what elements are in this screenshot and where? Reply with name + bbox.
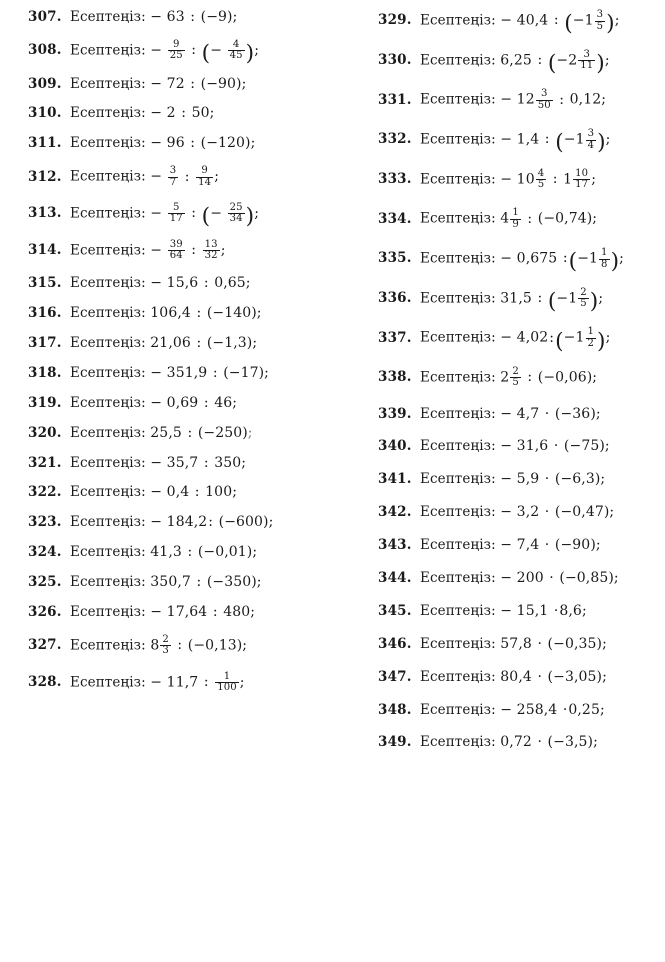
item-number: 343.: [378, 537, 412, 554]
right-column: [370, 10, 665, 962]
prompt-label: Есептеңіз:: [70, 424, 146, 441]
item-expression: Есептеңіз: 4 $\frac{1}{9}$ : (−0,74);: [420, 207, 598, 230]
prompt-label: Есептеңіз:: [70, 305, 146, 322]
prompt-label: Есептеңіз:: [70, 364, 146, 381]
item-expression: Есептеңіз: 350,7 : (−350);: [70, 574, 262, 591]
item-number: 320.: [28, 424, 62, 441]
item-expression: Есептеңіз: − 258,4 ·0,25;: [420, 701, 605, 718]
list-item: [378, 472, 665, 487]
item-number: 339.: [378, 405, 412, 422]
item-number: 318.: [28, 364, 62, 381]
prompt-label: Есептеңіз:: [70, 544, 146, 561]
list-item: [378, 286, 665, 315]
list-item: [28, 672, 370, 694]
item-expression: Есептеңіз: 80,4 · (−3,05);: [420, 668, 607, 685]
list-item: [378, 89, 665, 111]
item-number: 326.: [28, 603, 62, 620]
item-expression: Есептеңіз: 0,72 · (−3,5);: [420, 734, 598, 751]
item-expression: Есептеңіз: − $\frac{5}{17}$ : (− $\frac{25}{34}$ );: [70, 201, 260, 230]
item-number: 317.: [28, 334, 62, 351]
item-expression: Есептеңіз: − 1,4 : (−1 $\frac{3}{4}$ );: [420, 127, 611, 156]
item-number: 312.: [28, 168, 62, 185]
list-item: [28, 38, 370, 67]
prompt-label: Есептеңіз:: [420, 701, 496, 718]
item-expression: Есептеңіз: 2 $\frac{2}{5}$ : (−0,06);: [420, 365, 598, 389]
list-item: [28, 136, 370, 151]
list-item: [378, 9, 665, 37]
item-number: 340.: [378, 438, 412, 455]
prompt-label: Есептеңіз:: [420, 471, 496, 488]
prompt-label: Есептеңіз:: [420, 12, 496, 29]
item-number: 330.: [378, 52, 412, 69]
item-number: 336.: [378, 289, 412, 306]
item-number: 327.: [28, 637, 62, 654]
list-item: [28, 635, 370, 657]
list-item: [28, 240, 370, 262]
prompt-label: Есептеңіз:: [420, 329, 496, 346]
item-expression: Есептеңіз: − 10 $\frac{4}{5}$ : 1 $\frac{10}{17}$ ;: [420, 167, 597, 191]
list-item: [378, 637, 665, 652]
list-item: [28, 201, 370, 230]
item-expression: Есептеңіз: 6,25 : (−2 $\frac{3}{11}$ );: [420, 48, 610, 77]
item-number: 341.: [378, 471, 412, 488]
item-expression: Есептеңіз: − 200 · (−0,85);: [420, 570, 619, 587]
prompt-label: Есептеңіз:: [70, 105, 146, 122]
prompt-label: Есептеңіз:: [420, 635, 496, 652]
item-expression: Есептеңіз: 25,5 : (−250);: [70, 424, 253, 441]
item-number: 342.: [378, 504, 412, 521]
prompt-label: Есептеңіз:: [420, 668, 496, 685]
prompt-label: Есептеңіз:: [70, 603, 146, 620]
item-expression: Есептеңіз: − $\frac{3}{7}$ : $\frac{9}{14}$ ;: [70, 165, 220, 188]
item-expression: Есептеңіз: − 0,4 : 100;: [70, 484, 238, 501]
item-number: 329.: [378, 12, 412, 29]
item-expression: Есептеңіз: − 40,4 : (−1 $\frac{3}{5}$ );: [420, 9, 620, 37]
prompt-label: Есептеңіз:: [70, 168, 146, 185]
item-number: 322.: [28, 484, 62, 501]
item-expression: Есептеңіз: − 12 $\frac{3}{50}$ : 0,12;: [420, 88, 607, 111]
list-item: [28, 515, 370, 530]
list-item: [378, 246, 665, 275]
item-expression: Есептеңіз: − 63 : (−9);: [70, 9, 238, 25]
prompt-label: Есептеңіз:: [70, 275, 146, 292]
left-column: [0, 10, 370, 962]
item-expression: Есептеңіз: − 184,2: (−600);: [70, 514, 274, 531]
item-expression: Есептеңіз: − 15,6 : 0,65;: [70, 275, 251, 292]
item-expression: Есептеңіз: − 351,9 : (−17);: [70, 364, 269, 381]
item-number: 310.: [28, 105, 62, 122]
prompt-label: Есептеңіз:: [70, 75, 146, 92]
prompt-label: Есептеңіз:: [420, 405, 496, 422]
list-item: [28, 366, 370, 381]
prompt-label: Есептеңіз:: [420, 210, 496, 227]
list-item: [28, 575, 370, 590]
item-number: 315.: [28, 275, 62, 292]
list-item: [378, 407, 665, 422]
item-number: 311.: [28, 135, 62, 152]
prompt-label: Есептеңіз:: [420, 52, 496, 69]
item-number: 337.: [378, 329, 412, 346]
item-number: 333.: [378, 170, 412, 187]
item-number: 335.: [378, 250, 412, 267]
list-item: [378, 604, 665, 619]
item-number: 309.: [28, 75, 62, 92]
list-item: [28, 306, 370, 321]
item-number: 325.: [28, 574, 62, 591]
item-expression: Есептеңіз: − 17,64 : 480;: [70, 603, 256, 620]
item-expression: Есептеңіз: 8 $\frac{2}{3}$ : (−0,13);: [70, 633, 248, 657]
list-item: [28, 485, 370, 500]
list-item: [378, 326, 665, 354]
list-item: [378, 439, 665, 454]
prompt-label: Есептеңіз:: [70, 394, 146, 411]
list-item: [378, 538, 665, 553]
prompt-label: Есептеңіз:: [420, 602, 496, 619]
list-item: [378, 571, 665, 586]
prompt-label: Есептеңіз:: [70, 673, 146, 690]
item-expression: Есептеңіз: 41,3 : (−0,01);: [70, 544, 258, 561]
item-number: 349.: [378, 734, 412, 751]
item-expression: Есептеңіз: 31,5 : (−1 $\frac{2}{5}$ );: [420, 286, 604, 315]
list-item: [378, 367, 665, 389]
prompt-label: Есептеңіз:: [70, 574, 146, 591]
item-number: 319.: [28, 394, 62, 411]
list-item: [28, 396, 370, 411]
prompt-label: Есептеңіз:: [420, 91, 496, 108]
prompt-label: Есептеңіз:: [420, 734, 496, 751]
list-item: [28, 166, 370, 188]
prompt-label: Есептеңіз:: [420, 170, 496, 187]
list-item: [28, 77, 370, 92]
prompt-label: Есептеңіз:: [70, 42, 146, 59]
list-item: [28, 426, 370, 441]
item-number: 328.: [28, 673, 62, 690]
list-item: [378, 505, 665, 520]
prompt-label: Есептеңіз:: [420, 570, 496, 587]
list-item: [28, 456, 370, 471]
item-number: 348.: [378, 701, 412, 718]
prompt-label: Есептеңіз:: [420, 250, 496, 267]
list-item: [378, 127, 665, 156]
item-expression: Есептеңіз: − 3,2 · (−0,47);: [420, 504, 615, 521]
item-number: 308.: [28, 42, 62, 59]
list-item: [378, 169, 665, 191]
item-expression: Есептеңіз: 106,4 : (−140);: [70, 305, 262, 322]
list-item: [28, 545, 370, 560]
prompt-label: Есептеңіз:: [420, 289, 496, 306]
list-item: [378, 735, 665, 750]
item-expression: Есептеңіз: − 15,1 ·8,6;: [420, 602, 587, 619]
prompt-label: Есептеңіз:: [70, 514, 146, 531]
list-item: [28, 336, 370, 351]
item-expression: Есептеңіз: − 72 : (−90);: [70, 75, 247, 92]
list-item: [28, 276, 370, 291]
list-item: [378, 48, 665, 77]
item-expression: Есептеңіз: − 35,7 : 350;: [70, 454, 247, 471]
list-item: [378, 670, 665, 685]
prompt-label: Есептеңіз:: [420, 369, 496, 386]
item-expression: Есептеңіз: − 0,675 :(−1 $\frac{1}{8}$ );: [420, 246, 624, 275]
prompt-label: Есептеңіз:: [420, 438, 496, 455]
prompt-label: Есептеңіз:: [70, 135, 146, 152]
item-expression: Есептеңіз: − 4,02:(−1 $\frac{1}{2}$ );: [420, 326, 611, 354]
item-number: 331.: [378, 91, 412, 108]
prompt-label: Есептеңіз:: [70, 334, 146, 351]
item-number: 307.: [28, 9, 62, 25]
item-expression: Есептеңіз: − 96 : (−120);: [70, 135, 256, 152]
prompt-label: Есептеңіз:: [70, 637, 146, 654]
item-number: 316.: [28, 305, 62, 322]
item-number: 338.: [378, 369, 412, 386]
item-number: 323.: [28, 514, 62, 531]
item-number: 344.: [378, 570, 412, 587]
item-number: 346.: [378, 635, 412, 652]
list-item: [28, 605, 370, 620]
prompt-label: Есептеңіз:: [70, 484, 146, 501]
prompt-label: Есептеңіз:: [420, 504, 496, 521]
item-expression: Есептеңіз: − $\frac{9}{25}$ : (− $\frac{4}{45}$ );: [70, 38, 260, 67]
item-number: 334.: [378, 210, 412, 227]
item-expression: Есептеңіз: − 11,7 : $\frac{1}{100}$ ;: [70, 670, 245, 694]
item-number: 347.: [378, 668, 412, 685]
item-expression: Есептеңіз: 21,06 : (−1,3);: [70, 334, 258, 351]
prompt-label: Есептеңіз:: [70, 454, 146, 471]
prompt-label: Есептеңіз:: [420, 131, 496, 148]
item-expression: Есептеңіз: − 2 : 50;: [70, 105, 215, 122]
list-item: [378, 703, 665, 718]
list-item: [378, 208, 665, 230]
list-item: [28, 106, 370, 121]
item-expression: Есептеңіз: − 7,4 · (−90);: [420, 537, 601, 554]
item-expression: Есептеңіз: − 5,9 · (−6,3);: [420, 471, 606, 488]
item-number: 332.: [378, 131, 412, 148]
item-number: 314.: [28, 241, 62, 258]
item-number: 313.: [28, 205, 62, 222]
prompt-label: Есептеңіз:: [70, 241, 146, 258]
item-number: 324.: [28, 544, 62, 561]
item-expression: Есептеңіз: − 31,6 · (−75);: [420, 438, 610, 455]
item-expression: Есептеңіз: − 0,69 : 46;: [70, 394, 238, 411]
item-number: 321.: [28, 454, 62, 471]
prompt-label: Есептеңіз:: [70, 9, 146, 25]
prompt-label: Есептеңіз:: [70, 205, 146, 222]
item-number: 345.: [378, 602, 412, 619]
item-expression: Есептеңіз: − 4,7 · (−36);: [420, 405, 601, 422]
prompt-label: Есептеңіз:: [420, 537, 496, 554]
item-expression: Есептеңіз: 57,8 · (−0,35);: [420, 635, 607, 652]
list-item: [28, 10, 370, 25]
item-expression: Есептеңіз: − $\frac{39}{64}$ : $\frac{13}{32}$ ;: [70, 238, 226, 262]
